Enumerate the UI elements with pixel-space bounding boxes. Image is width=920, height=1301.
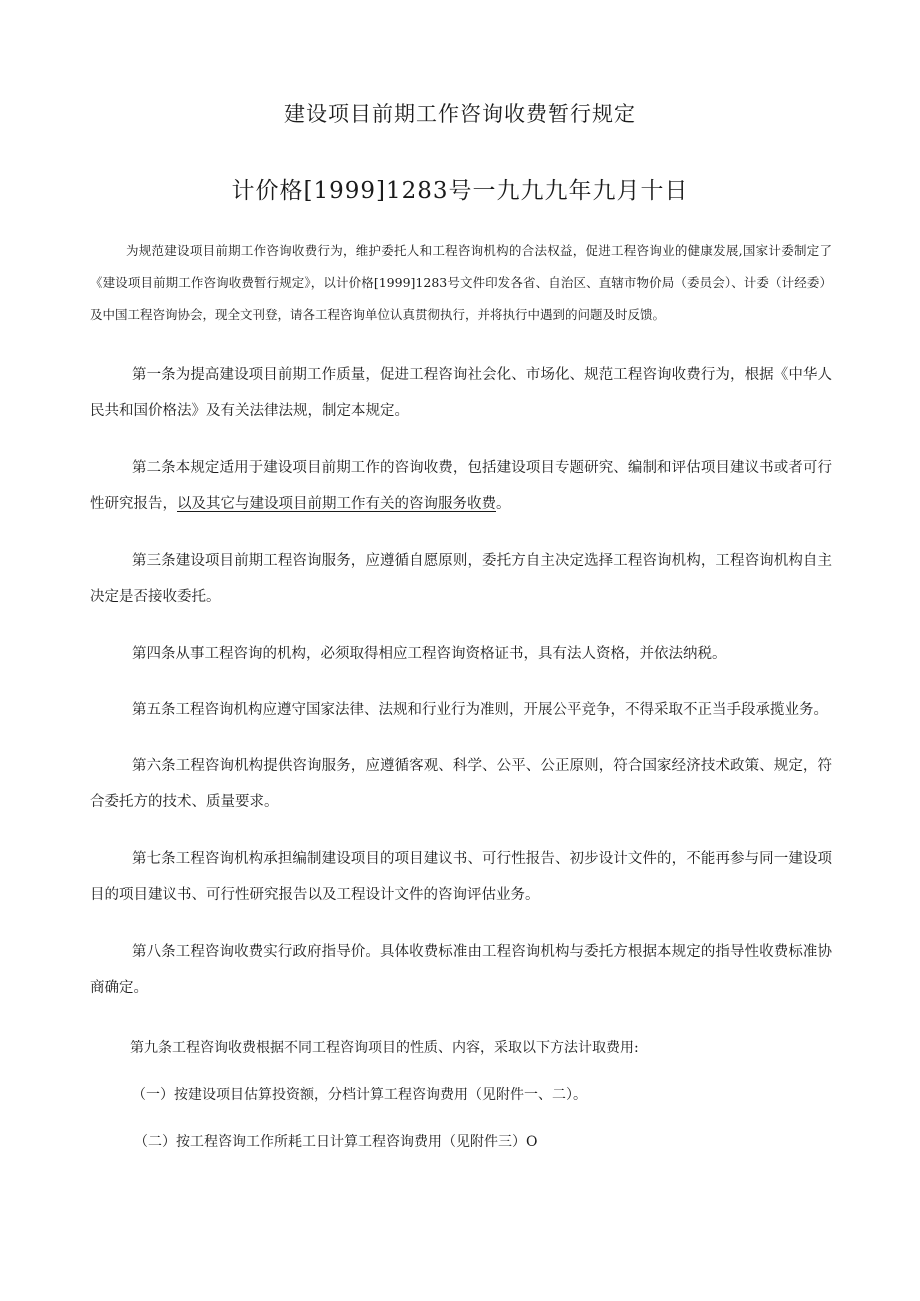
article-9: 第九条工程咨询收费根据不同工程咨询项目的性质、内容，采取以下方法计取费用: — [130, 1040, 639, 1056]
article-1: 第一条为提高建设项目前期工作质量，促进工程咨询社会化、市场化、规范工程咨询收费行为，根据《中华人民共和国价格法》及有关法律法规，制定本规定。 — [90, 367, 832, 419]
article-7: 第七条工程咨询机构承担编制建设项目的项目建议书、可行性报告、初步设计文件的，不能再参与同一建设项目的项目建议书、可行性研究报告以及工程设计文件的咨询评估业务。 — [90, 851, 832, 903]
article-8: 第八条工程咨询收费实行政府指导价。具体收费标准由工程咨询机构与委托方根据本规定的指导性收费标准协商确定。 — [90, 944, 832, 996]
document-title: 建设项目前期工作咨询收费暂行规定 — [284, 102, 636, 126]
article-5: 第五条工程咨询机构应遵守国家法律、法规和行业行为准则，开展公平竞争，不得采取不正当手段承揽业务。 — [132, 702, 828, 718]
article-2-end: 。 — [496, 496, 511, 512]
article-2 — [90, 450, 832, 522]
intro-paragraph: 为规范建设项目前期工作咨询收费行为，维护委托人和工程咨询机构的合法权益，促进工程咨询业的健康发展,国家计委制定了《建设项目前期工作咨询收费暂行规定》，以计价格[1999]1283号文件印发各省、自治区、直辖市物价局（委员会）、计委（计经委）及中国工程咨询协会，现全文刊登，请各工程咨询单位认真贯彻执行，并将执行中遇到的问题及时反馈。 — [90, 243, 832, 322]
article-3: 第三条建设项目前期工程咨询服务，应遵循自愿原则，委托方自主决定选择工程咨询机构，工程咨询机构自主决定是否接收委托。 — [90, 553, 832, 605]
article-9-item-1: （一）按建设项目估算投资额，分档计算工程咨询费用（见附件一、二）。 — [132, 1087, 587, 1103]
document-subtitle: 计价格[1999]1283号一九九九年九月十日 — [231, 178, 689, 204]
article-4: 第四条从事工程咨询的机构，必须取得相应工程咨询资格证书，具有法人资格，并依法纳税。 — [132, 646, 727, 662]
article-2-text: 第二条本规定适用于建设项目前期工作的咨询收费，包括建设项目专题研究、编制和评估项目建议书或者可行性研究报告， — [90, 460, 832, 512]
article-6: 第六条工程咨询机构提供咨询服务，应遵循客观、科学、公平、公正原则，符合国家经济技术政策、规定，符合委托方的技术、质量要求。 — [90, 758, 832, 810]
article-2-underlined-text: 以及其它与建设项目前期工作有关的咨询服务收费 — [177, 496, 496, 512]
article-9-item-2: （二）按工程咨询工作所耗工日计算工程咨询费用（见附件三）O — [134, 1134, 538, 1150]
